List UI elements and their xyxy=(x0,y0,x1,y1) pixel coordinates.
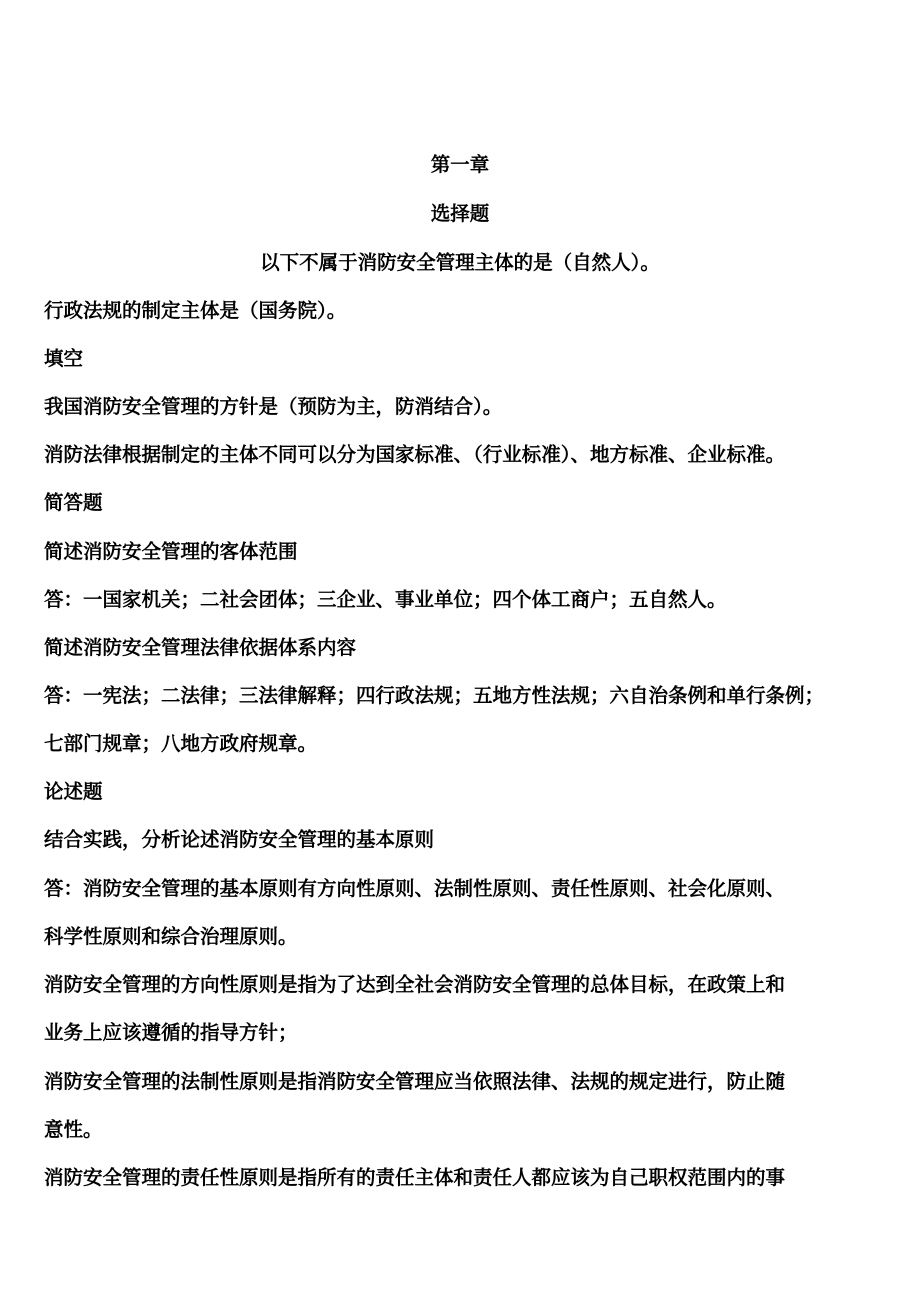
section-heading-essay: 论述题 xyxy=(44,780,103,803)
short-answer-2-line1: 答：一宪法；二法律；三法律解释；四行政法规；五地方性法规；六自治条例和单行条例； xyxy=(44,684,825,707)
legal-principle-line2: 意性。 xyxy=(44,1118,103,1141)
short-question-2: 简述消防安全管理法律依据体系内容 xyxy=(44,636,357,659)
legal-principle-line1: 消防安全管理的法制性原则是指消防安全管理应当依照法律、法规的规定进行，防止随 xyxy=(44,1070,786,1093)
responsibility-principle-line1: 消防安全管理的责任性原则是指所有的责任主体和责任人都应该为自己职权范围内的事 xyxy=(44,1166,786,1189)
choice-question-1: 以下不属于消防安全管理主体的是（自然人）。 xyxy=(260,251,660,274)
essay-answer-line1: 答：消防安全管理的基本原则有方向性原则、法制性原则、责任性原则、社会化原则、 xyxy=(44,877,786,900)
short-answer-1: 答：一国家机关；二社会团体；三企业、事业单位；四个体工商户；五自然人。 xyxy=(44,588,727,611)
essay-answer-line2: 科学性原则和综合治理原则。 xyxy=(44,925,298,948)
essay-question-1: 结合实践，分析论述消防安全管理的基本原则 xyxy=(44,828,435,851)
short-question-1: 简述消防安全管理的客体范围 xyxy=(44,540,298,563)
section-heading-short: 简答题 xyxy=(44,491,103,514)
choice-question-2: 行政法规的制定主体是（国务院）。 xyxy=(44,299,347,322)
chapter-title: 第一章 xyxy=(430,153,490,176)
direction-principle-line1: 消防安全管理的方向性原则是指为了达到全社会消防安全管理的总体目标，在政策上和 xyxy=(44,973,786,996)
fill-question-1: 我国消防安全管理的方针是（预防为主，防消结合）。 xyxy=(44,395,503,418)
section-heading-choice: 选择题 xyxy=(430,202,490,225)
fill-question-2: 消防法律根据制定的主体不同可以分为国家标准、（行业标准）、地方标准、企业标准。 xyxy=(44,443,786,466)
section-heading-fill: 填空 xyxy=(44,347,84,370)
short-answer-2-line2: 七部门规章；八地方政府规章。 xyxy=(44,732,318,755)
direction-principle-line2: 业务上应该遵循的指导方针； xyxy=(44,1021,298,1044)
